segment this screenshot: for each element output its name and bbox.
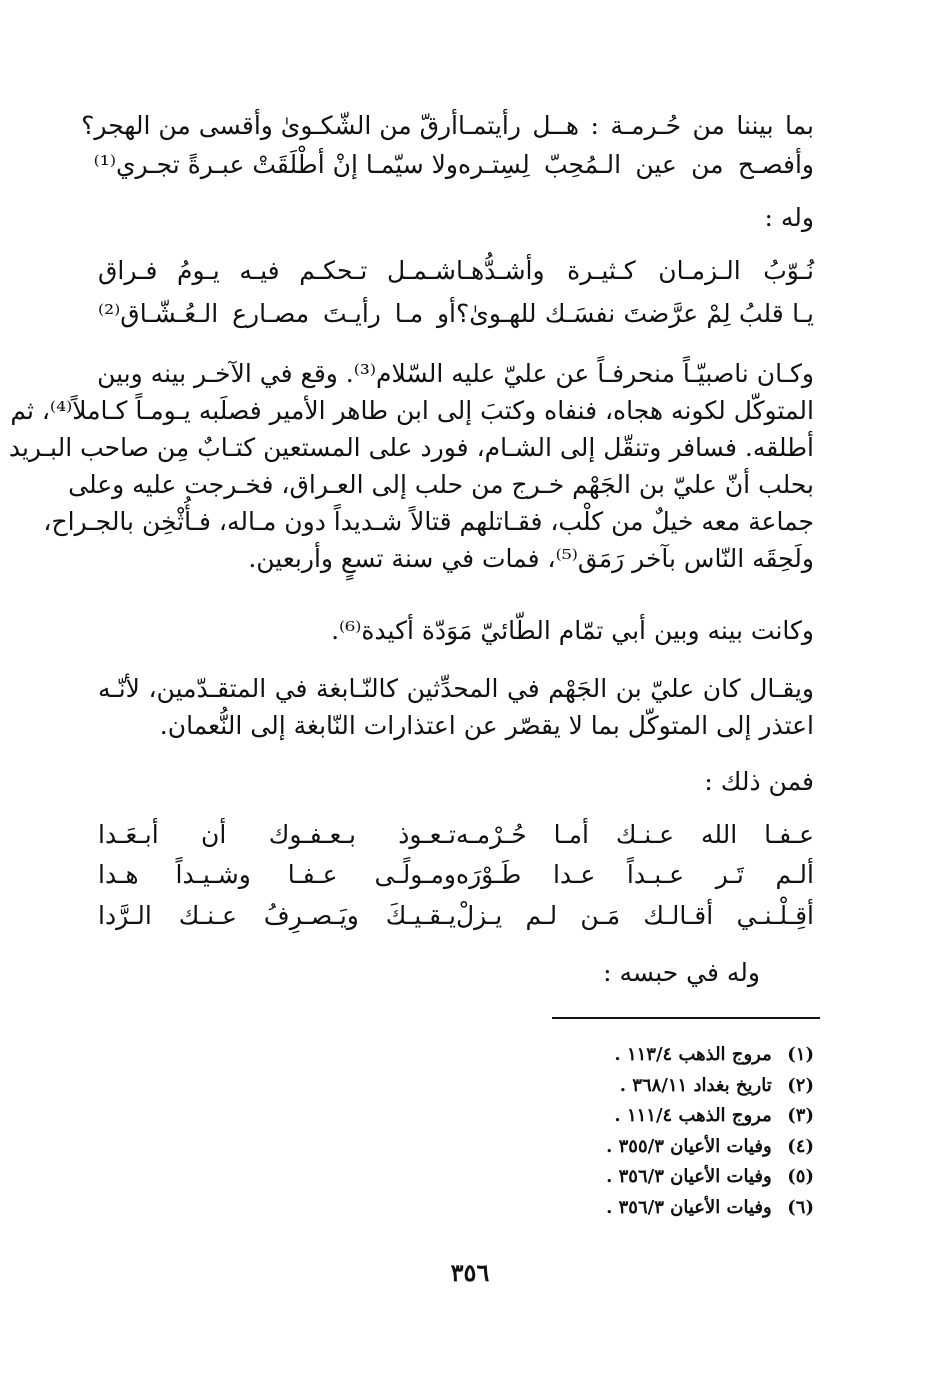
paragraph-line: أطلقه. فسافر وتنقّل إلى الشـام، فورد على المستعين كتـابٌ مِن صاحب البـريد [8, 433, 814, 462]
footnote-number: (٣) [787, 1105, 814, 1126]
hemistich-right: وأفصـح من عين الـمُحِبّ لِسِتـره [458, 150, 814, 179]
hemistich-right: ألـم تَـر عـبـداً عـدا طَـوْرَه [456, 860, 814, 889]
paragraph-line: ولَحِقَه النّاس بآخر رَمَق⁽⁵⁾، فمات في سنة تسعٍ وأربعين. [248, 544, 814, 573]
hemistich-left: أرقّ من الشّكـوىٰ وأقسى من الهجر؟ [81, 111, 458, 140]
hemistich-right: أقِـلْـنـي أقـالـك مَـن لـم يـزلْ [456, 901, 814, 930]
hemistich-left: تـعـوذ بـعـفـوك أن أبـعَـدا [98, 820, 456, 849]
paragraph-line: وكـان ناصبيّـاً منحرفـاً عن عليّ عليه السّلام⁽³⁾. وقع في الآخـر بينه وبين [97, 359, 814, 388]
footnote-number: (١) [787, 1044, 814, 1065]
footnote-separator [552, 1017, 820, 1019]
paragraph-biography [8, 355, 814, 577]
footnote-number: (٦) [787, 1196, 814, 1218]
hemistich-right: نُـوّبُ الـزمـان كـثيـرة وأشـدُّهـا [456, 256, 814, 285]
footnote-text: تاريخ بغداد ٣٦٨/١١ . [619, 1074, 772, 1096]
footnote-item [394, 1101, 814, 1132]
poem3-verse-2 [98, 855, 814, 895]
paragraph-line: جماعة معه خيلٌ من كلْب، فقـاتلهم قتالاً شـديداً دون مـاله، فـأُثْخِن بالجـراح، [43, 507, 814, 536]
hemistich-left: ولا سيّمـا إنْ أطْلَقَتْ عبـرةً تجـري⁽¹⁾ [93, 150, 458, 179]
poem2-verse-1 [98, 251, 814, 291]
footnote-text: وفيات الأعيان ٣٥٦/٣ . [606, 1196, 772, 1218]
footnote-item [394, 1193, 814, 1224]
paragraph-abu-tammam [98, 612, 814, 649]
footnote-text: وفيات الأعيان ٣٥٦/٣ . [606, 1166, 772, 1187]
footnote-item [394, 1071, 814, 1102]
footnote-text: وفيات الأعيان ٣٥٥/٣ . [606, 1135, 772, 1157]
paragraph-nabigha [98, 670, 814, 744]
hemistich-left: أو مـا رأيـتَ مصـارع الـعُـشّـاق⁽²⁾ [98, 299, 456, 328]
label-wa-lah: وله : [764, 203, 814, 232]
poem1-verse-1 [81, 106, 814, 146]
label-fa-min-dhalik: فمن ذلك : [704, 767, 814, 796]
poem3-verse-3 [98, 896, 814, 936]
hemistich-right: يـا قلبُ لِمْ عرَّضتَ نفسَـك للهـوىٰ؟ [456, 299, 814, 328]
hemistich-left: شـمـل تـحكـم فيـه يـومُ فـراق [98, 256, 456, 285]
footnote-item [394, 1132, 814, 1163]
footnote-number: (٥) [787, 1166, 814, 1187]
poem2-verse-2 [98, 294, 814, 334]
paragraph-line: اعتذر إلى المتوكّل بما لا يقصّر عن اعتذارات النّابغة إلى النُّعمان. [159, 711, 814, 740]
poem1-verse-2 [93, 145, 814, 185]
footnote-text: مروج الذهب ١١١/٤ . [614, 1105, 772, 1126]
hemistich-right: عـفـا الله عـنـك أمـا حُـرْمـه [456, 820, 814, 849]
label-wa-lah-fi-habsih: وله في حبسه : [603, 958, 760, 987]
paragraph-line: ويقـال كان عليّ بن الجَهْم في المحدِّثين كالنّـابغة في المتقـدّمين، لأنّـه [98, 674, 814, 703]
footnote-number: (٢) [787, 1074, 814, 1096]
hemistich-left: يـقـيـكَ ويَـصـرِفُ عـنـك الـرَّدا [98, 901, 456, 930]
footnote-item [394, 1040, 814, 1071]
hemistich-right: بما بيننا من حُـرمـة : هــل رأيتمـا [458, 111, 814, 140]
paragraph-line: بحلب أنّ عليّ بن الجَهْم خـرج من حلب إلى العـراق، فخـرجت عليه وعلى [68, 470, 814, 499]
page-number: ٣٥٦ [450, 1258, 490, 1287]
footnote-text: مروج الذهب ١١٣/٤ . [614, 1044, 772, 1065]
footnotes [394, 1040, 814, 1223]
footnote-item [394, 1162, 814, 1193]
hemistich-left: ومـولًـى عـفـا وشـيـداً هـدا [98, 860, 456, 889]
paragraph-line: وكانت بينه وبين أبي تمّام الطّائيّ مَوَدّة أكيدة⁽⁶⁾. [331, 616, 814, 645]
poem3-verse-1 [98, 815, 814, 855]
paragraph-line: المتوكّل لكونه هجاه، فنفاه وكتبَ إلى ابن طاهر الأمير فصلَبه يـومـاً كـاملاً⁽⁴⁾، ثم [10, 396, 814, 425]
footnote-number: (٤) [787, 1135, 814, 1157]
